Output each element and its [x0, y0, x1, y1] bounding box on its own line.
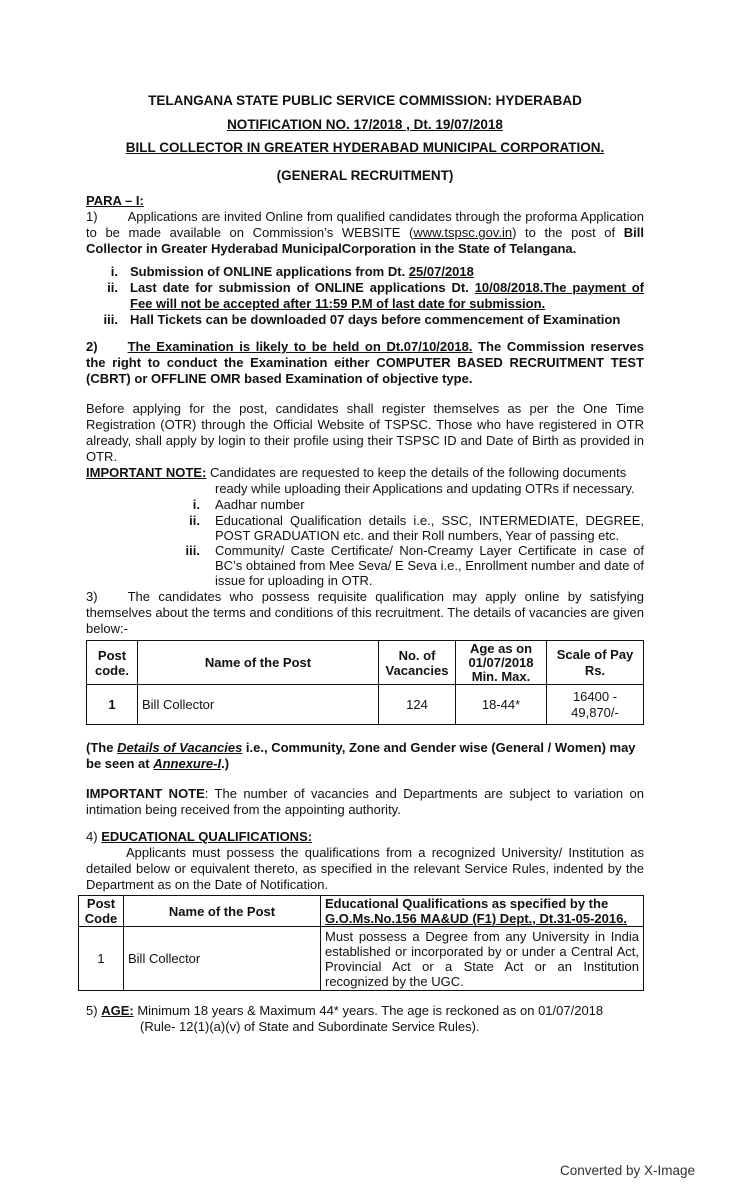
col-post-code: Post code. — [87, 641, 138, 685]
converter-watermark: Converted by X-Image — [560, 1163, 696, 1178]
col-post-code: Post Code — [79, 896, 124, 927]
para5-age — [86, 1003, 644, 1019]
table-header-row — [87, 641, 644, 685]
vacancy-note — [86, 740, 644, 772]
col-age-line3: Min. Max. — [471, 668, 531, 684]
para4-heading — [86, 829, 644, 845]
col-qualification-line2: G.O.Ms.No.156 MA&UD (F1) Dept., Dt.31-05-2016. — [325, 911, 627, 926]
list-text: Aadhar number — [215, 497, 305, 512]
table-row — [87, 685, 644, 725]
important-note-1 — [86, 465, 644, 481]
important-note-2 — [86, 786, 644, 818]
list-number: iii. — [103, 312, 118, 327]
post-title: BILL COLLECTOR IN GREATER HYDERABAD MUNICIPAL CORPORATION. — [125, 140, 605, 155]
age-line1: Minimum 18 years & Maximum 44* years. The age is reckoned as on 01/07/2018 — [137, 1003, 604, 1018]
col-pay-line1: Scale of Pay — [556, 646, 634, 662]
vacancy-note-a: (The — [86, 740, 118, 755]
cell-name: Bill Collector — [124, 927, 321, 991]
para5-number: 5) — [86, 1003, 98, 1018]
para1-post-bold: Bill Collector in Greater Hyderabad MunicipalCorporation in the State of Telangana. — [86, 225, 644, 256]
list-number: ii. — [107, 280, 118, 295]
important-note-2-label: IMPORTANT NOTE — [86, 786, 205, 801]
para1-text — [86, 209, 644, 257]
cell-code: 1 — [79, 927, 124, 991]
age-label: AGE: — [101, 1003, 134, 1018]
vacancy-table — [86, 640, 644, 725]
para3-number: 3) — [86, 589, 98, 604]
cell-pay-line1: 16400 - — [572, 688, 618, 704]
col-age-line2: 01/07/2018 — [468, 654, 534, 670]
list-text: Last date for submission of ONLINE applications Dt. — [130, 280, 475, 295]
list-text: Educational Qualification details i.e., SSC, INTERMEDIATE, DEGREE, POST GRADUATION etc. and their Roll numbers, Year of passing etc. — [215, 513, 644, 543]
cell-age: 18-44* — [456, 685, 547, 725]
para1-heading: PARA – I: — [86, 193, 144, 208]
para3-body: The candidates who possess requisite qualification may apply online by satisfying themselves about the terms and conditions of this recruitment. The details of vacancies are given below:- — [86, 589, 644, 636]
website-link[interactable]: www.tspsc.gov.in — [413, 225, 513, 240]
list-date: 25/07/2018 — [408, 264, 474, 279]
col-post-name: Name of the Post — [138, 641, 379, 685]
cell-pay — [547, 685, 644, 725]
cell-code: 1 — [87, 685, 138, 725]
important-note-label: IMPORTANT NOTE: — [86, 465, 207, 480]
list-text: Hall Tickets can be downloaded 07 days before commencement of Examination — [130, 312, 621, 327]
vacancy-note-c: .) — [221, 756, 230, 771]
para4-number: 4) — [86, 829, 98, 844]
cell-qualification: Must possess a Degree from any University in India established or incorporated by or under a Central Act, Provincial Act or a State Act or an Institution recognized by the UGC. — [321, 927, 644, 991]
age-line2: (Rule- 12(1)(a)(v) of State and Subordinate Service Rules). — [140, 1019, 480, 1034]
col-pay-line2: Rs. — [584, 662, 606, 678]
exam-date: The Examination is likely to be held on Dt.07/10/2018. — [127, 339, 473, 354]
para1-text-b: ) to the post of — [512, 225, 616, 240]
para3-text — [86, 589, 644, 637]
otr-paragraph: Before applying for the post, candidates shall register themselves as per the One Time Registration (OTR) through the Official Website of TSPSC. Those who have registered in OTR already, shall apply by login to their profile using their TSPSC ID and Date of Birth as provided in OTR. — [86, 401, 644, 464]
para2-rest: The Commission reserves the right to conduct the Examination either COMPUTER BASED RECRUITMENT TEST (CBRT) or OFFLINE OMR based Examination of objective type. — [86, 339, 644, 386]
list-text: Community/ Caste Certificate/ Non-Creamy Layer Certificate in case of BC’s obtained from Mee Seva/ E Seva i.e., Enrollment number and date of issue for uploading in OTR. — [215, 543, 644, 588]
col-vacancies: No. of Vacancies — [379, 641, 456, 685]
important-note-line1: Candidates are requested to keep the details of the following documents — [209, 465, 627, 480]
para1-number: 1) — [86, 209, 98, 224]
col-age-line1: Age as on — [469, 640, 533, 656]
para1-text-a: Applications are invited Online from qualified candidates through the proforma Application to be made available on Commission’s WEBSITE ( — [86, 209, 644, 240]
para2-number: 2) — [86, 339, 98, 354]
para2-text — [86, 339, 644, 387]
recruitment-type: (GENERAL RECRUITMENT) — [276, 168, 454, 183]
para4-text: Applicants must possess the qualifications from a recognized University/ Institution as detailed below or equivalent thereto, as specified in the relevant Service Rules, indented by the Department as on the Date of Notification. — [86, 845, 644, 892]
cell-pay-line2: 49,870/- — [571, 704, 619, 720]
col-qualification — [321, 896, 644, 927]
col-qualification-line1: Educational Qualifications as specified by the — [325, 896, 609, 911]
list-number: i. — [110, 264, 118, 279]
commission-title: TELANGANA STATE PUBLIC SERVICE COMMISSION: HYDERABAD — [148, 93, 582, 108]
table-header-row — [79, 896, 644, 927]
annexure-link: Annexure-I — [153, 756, 222, 771]
col-post-name: Name of the Post — [124, 896, 321, 927]
qualification-table — [78, 895, 644, 991]
important-note-2-text: : The number of vacancies and Departments are subject to variation on intimation being received from the appointing authority. — [86, 786, 644, 817]
list-number: ii. — [189, 513, 200, 528]
table-row — [79, 927, 644, 991]
list-date: 10/08/2018.The payment of Fee will not be accepted after 11:59 P.M of last date for submission. — [130, 280, 644, 311]
list-number: i. — [192, 497, 200, 512]
vacancy-note-b: i.e., Community, Zone and Gender wise (General / Women) may be seen at — [86, 740, 636, 771]
list-number: iii. — [185, 543, 200, 558]
cell-vacancies: 124 — [379, 685, 456, 725]
details-of-vacancies: Details of Vacancies — [117, 740, 243, 755]
col-pay — [547, 641, 644, 685]
cell-name: Bill Collector — [138, 685, 379, 725]
col-age — [456, 641, 547, 685]
notification-number: NOTIFICATION NO. 17/2018 , Dt. 19/07/2018 — [227, 117, 503, 132]
important-note-line2: ready while uploading their Applications and updating OTRs if necessary. — [215, 481, 635, 496]
list-text: Submission of ONLINE applications from Dt. — [130, 264, 409, 279]
educational-qualifications-heading: EDUCATIONAL QUALIFICATIONS: — [101, 829, 313, 844]
